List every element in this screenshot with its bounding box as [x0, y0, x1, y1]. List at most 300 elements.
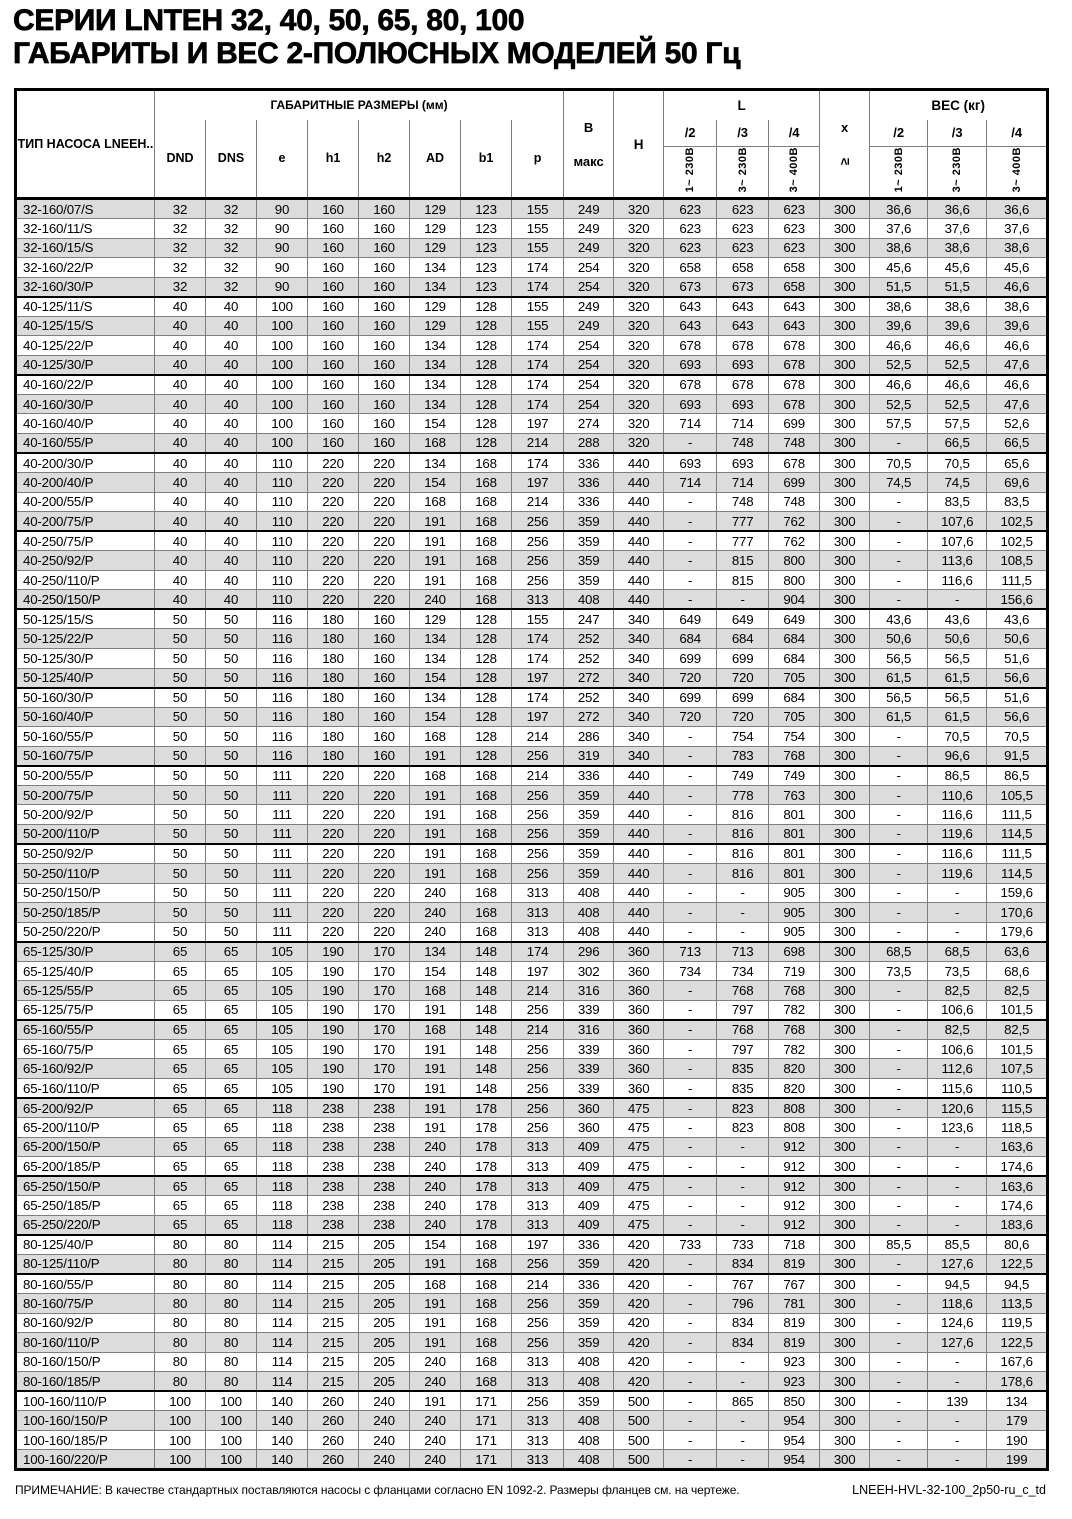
- value-cell: 699: [717, 648, 769, 668]
- value-cell: 191: [410, 785, 461, 805]
- value-cell: 168: [461, 824, 512, 844]
- value-cell: 693: [664, 453, 717, 473]
- value-cell: 168: [461, 570, 512, 590]
- table-row: [16, 336, 1048, 356]
- value-cell: 40: [155, 433, 206, 453]
- value-cell: 174: [512, 394, 564, 414]
- table-row: [16, 1176, 1048, 1196]
- value-cell: 100: [257, 433, 308, 453]
- value-cell: 905: [769, 903, 820, 923]
- value-cell: 256: [512, 1313, 564, 1333]
- value-cell: 128: [461, 433, 512, 453]
- pump-model: 50-125/22/P: [16, 629, 155, 649]
- table-row: [16, 394, 1048, 414]
- value-cell: 256: [512, 1254, 564, 1274]
- value-cell: 40: [155, 473, 206, 493]
- value-cell: 148: [461, 1059, 512, 1079]
- value-cell: -: [870, 492, 928, 512]
- value-cell: 252: [564, 648, 614, 668]
- value-cell: 74,5: [928, 473, 987, 493]
- value-cell: 359: [564, 1333, 614, 1353]
- b-label: В: [583, 119, 594, 135]
- value-cell: -: [928, 903, 987, 923]
- value-cell: 658: [717, 258, 769, 278]
- value-cell: 191: [410, 1098, 461, 1118]
- value-cell: 90: [257, 199, 308, 219]
- value-cell: 256: [512, 551, 564, 571]
- value-cell: -: [928, 1430, 987, 1450]
- value-cell: 40: [206, 433, 257, 453]
- pump-model: 32-160/15/S: [16, 238, 155, 258]
- value-cell: 834: [717, 1333, 769, 1353]
- value-cell: 749: [769, 766, 820, 786]
- value-cell: 220: [359, 766, 410, 786]
- table-row: [16, 903, 1048, 923]
- value-cell: 112,6: [928, 1059, 987, 1079]
- value-cell: 300: [820, 316, 870, 336]
- value-cell: 658: [769, 258, 820, 278]
- value-cell: 693: [664, 394, 717, 414]
- value-cell: 623: [717, 218, 769, 238]
- value-cell: 100: [206, 1411, 257, 1431]
- value-cell: -: [717, 883, 769, 903]
- value-cell: 300: [820, 629, 870, 649]
- value-cell: 240: [359, 1391, 410, 1411]
- value-cell: 340: [614, 648, 664, 668]
- value-cell: -: [870, 1391, 928, 1411]
- value-cell: 110: [257, 492, 308, 512]
- value-cell: -: [664, 570, 717, 590]
- pump-model: 65-160/55/P: [16, 1020, 155, 1040]
- value-cell: 300: [820, 453, 870, 473]
- value-cell: 256: [512, 805, 564, 825]
- value-cell: 160: [359, 355, 410, 375]
- value-cell: 905: [769, 922, 820, 942]
- value-cell: 168: [461, 531, 512, 551]
- value-cell: 128: [461, 316, 512, 336]
- value-cell: 70,5: [870, 453, 928, 473]
- value-cell: 191: [410, 1079, 461, 1099]
- value-cell: 65: [155, 1000, 206, 1020]
- value-cell: 205: [359, 1352, 410, 1372]
- value-cell: 114: [257, 1313, 308, 1333]
- l3-header: /3: [717, 120, 769, 147]
- dim-col-header-dns: DNS: [206, 120, 257, 199]
- value-cell: 56,6: [987, 707, 1048, 727]
- value-cell: 114: [257, 1274, 308, 1294]
- value-cell: 408: [564, 590, 614, 610]
- value-cell: 32: [206, 277, 257, 297]
- value-cell: 80: [206, 1294, 257, 1314]
- value-cell: 300: [820, 903, 870, 923]
- pump-model: 65-125/55/P: [16, 981, 155, 1001]
- value-cell: 698: [769, 942, 820, 962]
- value-cell: -: [664, 1313, 717, 1333]
- value-cell: 475: [614, 1137, 664, 1157]
- header-row-columns: [16, 120, 1048, 147]
- value-cell: 40: [155, 512, 206, 532]
- value-cell: 763: [769, 785, 820, 805]
- value-cell: 168: [461, 1235, 512, 1255]
- value-cell: 238: [308, 1176, 359, 1196]
- value-cell: 134: [410, 629, 461, 649]
- value-cell: 50: [155, 766, 206, 786]
- value-cell: 40: [206, 297, 257, 317]
- value-cell: 475: [614, 1157, 664, 1177]
- value-cell: -: [664, 805, 717, 825]
- value-cell: 50: [155, 864, 206, 884]
- value-cell: 699: [769, 473, 820, 493]
- value-cell: 160: [308, 238, 359, 258]
- value-cell: -: [664, 922, 717, 942]
- value-cell: 240: [410, 883, 461, 903]
- value-cell: 300: [820, 218, 870, 238]
- value-cell: 300: [820, 414, 870, 434]
- value-cell: 39,6: [987, 316, 1048, 336]
- value-cell: 50: [155, 609, 206, 629]
- pump-model: 40-160/55/P: [16, 433, 155, 453]
- value-cell: -: [870, 981, 928, 1001]
- value-cell: 359: [564, 785, 614, 805]
- pump-model: 40-160/22/P: [16, 375, 155, 395]
- value-cell: 300: [820, 355, 870, 375]
- value-cell: 174,6: [987, 1157, 1048, 1177]
- value-cell: 272: [564, 668, 614, 688]
- value-cell: 819: [769, 1333, 820, 1353]
- value-cell: 359: [564, 1313, 614, 1333]
- pump-model: 80-125/40/P: [16, 1235, 155, 1255]
- value-cell: -: [664, 512, 717, 532]
- spec-table: [14, 88, 1049, 1471]
- value-cell: 160: [359, 277, 410, 297]
- value-cell: 148: [461, 942, 512, 962]
- value-cell: 65: [155, 1118, 206, 1138]
- value-cell: 40: [206, 512, 257, 532]
- value-cell: 168: [461, 1313, 512, 1333]
- value-cell: 52,5: [928, 394, 987, 414]
- value-cell: -: [664, 433, 717, 453]
- value-cell: 40: [155, 551, 206, 571]
- value-cell: 205: [359, 1333, 410, 1353]
- value-cell: 128: [461, 727, 512, 747]
- value-cell: 360: [564, 1118, 614, 1138]
- value-cell: 168: [410, 492, 461, 512]
- table-row: [16, 942, 1048, 962]
- value-cell: 197: [512, 961, 564, 981]
- value-cell: 300: [820, 727, 870, 747]
- value-cell: 300: [820, 1274, 870, 1294]
- value-cell: 65: [155, 1215, 206, 1235]
- value-cell: -: [870, 1059, 928, 1079]
- value-cell: -: [664, 1352, 717, 1372]
- value-cell: 52,5: [870, 394, 928, 414]
- value-cell: 300: [820, 1157, 870, 1177]
- value-cell: 50: [206, 805, 257, 825]
- pump-model: 80-125/110/P: [16, 1254, 155, 1274]
- value-cell: 300: [820, 531, 870, 551]
- value-cell: 100: [257, 375, 308, 395]
- value-cell: 340: [614, 688, 664, 708]
- value-cell: 801: [769, 844, 820, 864]
- h-header: H: [614, 90, 664, 199]
- voltage-label: 1~ 230В: [892, 147, 905, 193]
- value-cell: 86,5: [987, 766, 1048, 786]
- pump-model: 40-200/75/P: [16, 512, 155, 532]
- value-cell: 40: [206, 453, 257, 473]
- value-cell: 110: [257, 531, 308, 551]
- value-cell: 51,5: [928, 277, 987, 297]
- value-cell: 80: [206, 1254, 257, 1274]
- value-cell: 623: [664, 218, 717, 238]
- value-cell: 40: [155, 297, 206, 317]
- value-cell: -: [928, 922, 987, 942]
- value-cell: 129: [410, 316, 461, 336]
- table-row: [16, 1000, 1048, 1020]
- value-cell: 50: [155, 922, 206, 942]
- value-cell: 256: [512, 1333, 564, 1353]
- table-row: [16, 785, 1048, 805]
- value-cell: 160: [308, 297, 359, 317]
- table-row: [16, 1059, 1048, 1079]
- value-cell: 160: [359, 375, 410, 395]
- value-cell: -: [928, 1137, 987, 1157]
- value-cell: 65: [155, 1176, 206, 1196]
- value-cell: 288: [564, 433, 614, 453]
- value-cell: 340: [614, 727, 664, 747]
- table-row: [16, 531, 1048, 551]
- value-cell: 40: [206, 570, 257, 590]
- value-cell: 50: [206, 903, 257, 923]
- pump-model: 40-200/40/P: [16, 473, 155, 493]
- value-cell: 623: [717, 238, 769, 258]
- value-cell: 65: [155, 1020, 206, 1040]
- value-cell: 249: [564, 218, 614, 238]
- value-cell: 408: [564, 1411, 614, 1431]
- value-cell: 316: [564, 1020, 614, 1040]
- value-cell: 56,6: [987, 668, 1048, 688]
- value-cell: 51,6: [987, 648, 1048, 668]
- value-cell: 783: [717, 746, 769, 766]
- value-cell: 440: [614, 531, 664, 551]
- value-cell: 155: [512, 609, 564, 629]
- value-cell: 50: [206, 922, 257, 942]
- value-cell: 168: [461, 883, 512, 903]
- value-cell: 420: [614, 1333, 664, 1353]
- value-cell: 215: [308, 1274, 359, 1294]
- value-cell: 300: [820, 512, 870, 532]
- value-cell: 114: [257, 1254, 308, 1274]
- value-cell: 300: [820, 1098, 870, 1118]
- value-cell: 118: [257, 1118, 308, 1138]
- value-cell: 313: [512, 1157, 564, 1177]
- value-cell: 359: [564, 570, 614, 590]
- value-cell: 50: [206, 727, 257, 747]
- value-cell: 155: [512, 238, 564, 258]
- value-cell: 220: [308, 473, 359, 493]
- value-cell: 90: [257, 277, 308, 297]
- value-cell: 63,6: [987, 942, 1048, 962]
- value-cell: 300: [820, 199, 870, 219]
- table-row: [16, 1372, 1048, 1392]
- value-cell: 260: [308, 1430, 359, 1450]
- value-cell: 714: [664, 473, 717, 493]
- pump-model: 50-125/40/P: [16, 668, 155, 688]
- value-cell: 80: [155, 1372, 206, 1392]
- value-cell: 40: [155, 316, 206, 336]
- value-cell: 220: [308, 903, 359, 923]
- value-cell: -: [870, 824, 928, 844]
- value-cell: 38,6: [928, 238, 987, 258]
- table-row: [16, 1039, 1048, 1059]
- value-cell: 66,5: [928, 433, 987, 453]
- value-cell: 190: [308, 961, 359, 981]
- value-cell: 409: [564, 1196, 614, 1216]
- value-cell: -: [870, 1254, 928, 1274]
- value-cell: 140: [257, 1450, 308, 1470]
- value-cell: 82,5: [987, 1020, 1048, 1040]
- table-row: [16, 590, 1048, 610]
- voltage-label: 3~ 230В: [951, 147, 964, 193]
- value-cell: 40: [155, 394, 206, 414]
- value-cell: 107,6: [928, 531, 987, 551]
- value-cell: 178,6: [987, 1372, 1048, 1392]
- value-cell: 300: [820, 1020, 870, 1040]
- value-cell: 316: [564, 981, 614, 1001]
- weight2-voltage-header: [870, 147, 928, 199]
- table-row: [16, 433, 1048, 453]
- value-cell: 168: [410, 981, 461, 1001]
- value-cell: 300: [820, 277, 870, 297]
- value-cell: 179: [987, 1411, 1048, 1431]
- value-cell: 65: [155, 1196, 206, 1216]
- value-cell: 69,6: [987, 473, 1048, 493]
- value-cell: 440: [614, 492, 664, 512]
- value-cell: 110: [257, 453, 308, 473]
- value-cell: 134: [410, 277, 461, 297]
- value-cell: 205: [359, 1254, 410, 1274]
- value-cell: 923: [769, 1372, 820, 1392]
- value-cell: 320: [614, 238, 664, 258]
- value-cell: 36,6: [987, 199, 1048, 219]
- value-cell: 50,6: [987, 629, 1048, 649]
- pump-model: 65-160/92/P: [16, 1059, 155, 1079]
- value-cell: 300: [820, 1372, 870, 1392]
- pump-model: 50-200/110/P: [16, 824, 155, 844]
- value-cell: 320: [614, 316, 664, 336]
- value-cell: -: [870, 1411, 928, 1431]
- value-cell: 174: [512, 453, 564, 473]
- l-group-header: L: [664, 90, 820, 120]
- value-cell: 123: [461, 238, 512, 258]
- value-cell: 40: [206, 492, 257, 512]
- value-cell: 320: [614, 414, 664, 434]
- pump-model: 50-160/40/P: [16, 707, 155, 727]
- value-cell: 220: [308, 785, 359, 805]
- value-cell: 50: [155, 668, 206, 688]
- value-cell: 168: [461, 844, 512, 864]
- value-cell: 155: [512, 199, 564, 219]
- value-cell: 108,5: [987, 551, 1048, 571]
- value-cell: 643: [769, 297, 820, 317]
- pump-model: 50-250/220/P: [16, 922, 155, 942]
- value-cell: 178: [461, 1215, 512, 1235]
- value-cell: -: [870, 570, 928, 590]
- value-cell: 68,5: [870, 942, 928, 962]
- value-cell: 256: [512, 785, 564, 805]
- dim-col-header-dnd: DND: [155, 120, 206, 199]
- value-cell: 912: [769, 1176, 820, 1196]
- value-cell: 215: [308, 1333, 359, 1353]
- value-cell: 160: [359, 629, 410, 649]
- value-cell: 801: [769, 864, 820, 884]
- value-cell: 65,6: [987, 453, 1048, 473]
- value-cell: 420: [614, 1254, 664, 1274]
- value-cell: 154: [410, 961, 461, 981]
- value-cell: 118: [257, 1215, 308, 1235]
- table-row: [16, 1274, 1048, 1294]
- value-cell: 256: [512, 1391, 564, 1411]
- value-cell: 240: [410, 1430, 461, 1450]
- table-row: [16, 355, 1048, 375]
- value-cell: 160: [308, 414, 359, 434]
- value-cell: 300: [820, 981, 870, 1001]
- value-cell: 122,5: [987, 1333, 1048, 1353]
- value-cell: 215: [308, 1254, 359, 1274]
- value-cell: 313: [512, 1430, 564, 1450]
- value-cell: 50: [155, 824, 206, 844]
- table-row: [16, 199, 1048, 219]
- value-cell: 254: [564, 375, 614, 395]
- value-cell: 768: [769, 1020, 820, 1040]
- value-cell: 100: [206, 1450, 257, 1470]
- value-cell: 220: [359, 512, 410, 532]
- value-cell: 820: [769, 1079, 820, 1099]
- value-cell: 359: [564, 512, 614, 532]
- value-cell: 36,6: [928, 199, 987, 219]
- value-cell: 168: [461, 785, 512, 805]
- value-cell: 673: [664, 277, 717, 297]
- value-cell: 768: [717, 981, 769, 1001]
- value-cell: -: [870, 590, 928, 610]
- value-cell: 128: [461, 668, 512, 688]
- value-cell: 178: [461, 1196, 512, 1216]
- value-cell: 300: [820, 824, 870, 844]
- value-cell: 240: [410, 1176, 461, 1196]
- value-cell: 160: [359, 648, 410, 668]
- value-cell: -: [870, 903, 928, 923]
- value-cell: 238: [359, 1196, 410, 1216]
- value-cell: -: [664, 1020, 717, 1040]
- value-cell: 220: [359, 864, 410, 884]
- value-cell: 408: [564, 883, 614, 903]
- value-cell: 180: [308, 707, 359, 727]
- value-cell: 65: [206, 981, 257, 1001]
- value-cell: 160: [308, 336, 359, 356]
- value-cell: 300: [820, 922, 870, 942]
- value-cell: 313: [512, 1215, 564, 1235]
- value-cell: 240: [410, 922, 461, 942]
- value-cell: 102,5: [987, 512, 1048, 532]
- value-cell: 101,5: [987, 1000, 1048, 1020]
- value-cell: 643: [717, 297, 769, 317]
- value-cell: 40: [206, 531, 257, 551]
- value-cell: 904: [769, 590, 820, 610]
- value-cell: 123: [461, 277, 512, 297]
- value-cell: 110: [257, 570, 308, 590]
- value-cell: 197: [512, 473, 564, 493]
- value-cell: 160: [359, 218, 410, 238]
- value-cell: 40: [206, 394, 257, 414]
